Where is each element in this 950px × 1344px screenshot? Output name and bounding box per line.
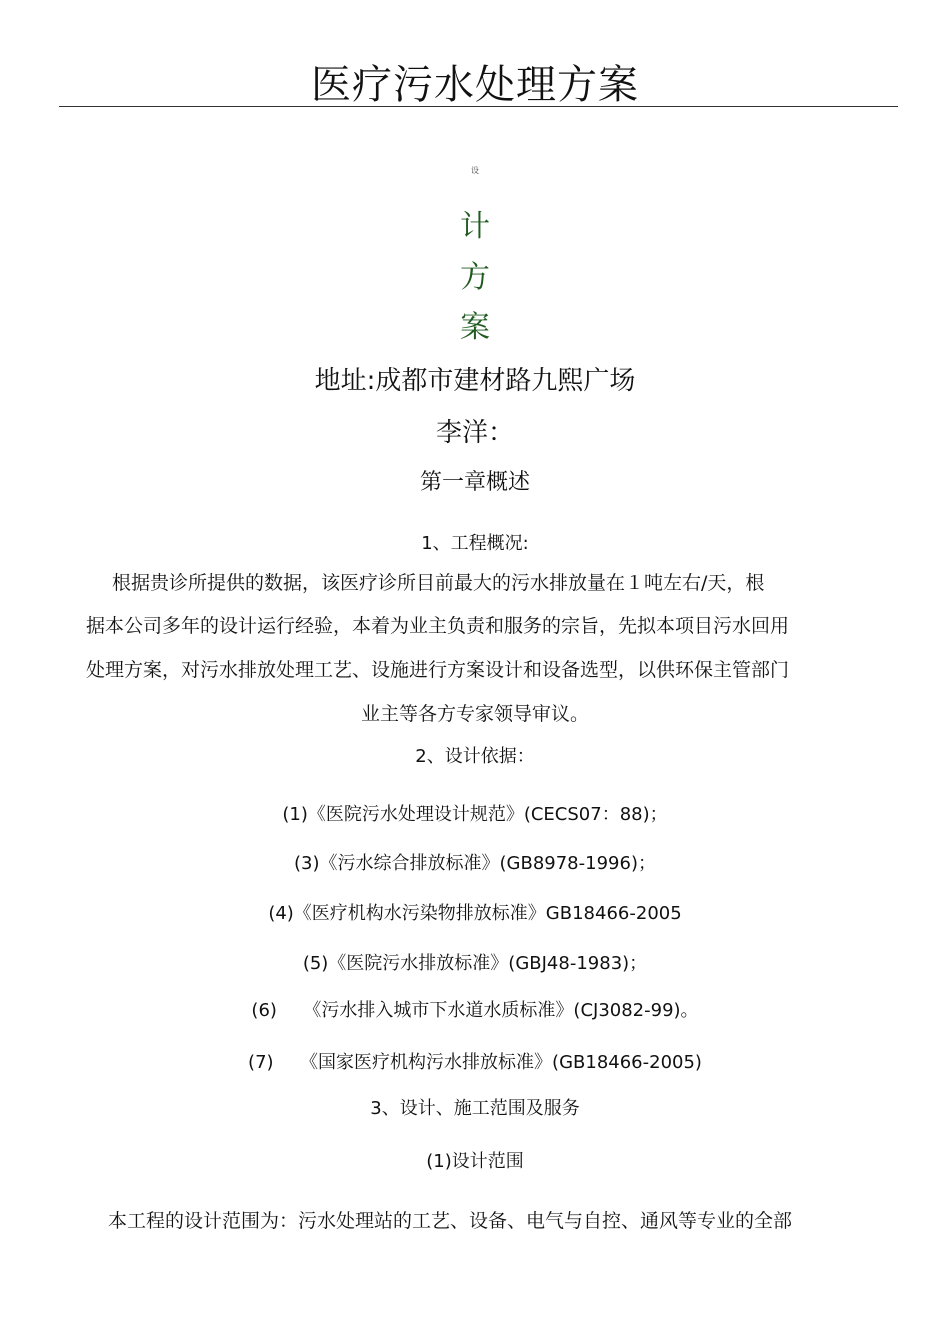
chapter-heading: 第一章概述 (419, 470, 530, 495)
address-line: 地址:成都市建材路九熙广场 (314, 366, 636, 396)
section-heading-scope: 3、设计、施工范围及服务 (370, 1098, 580, 1119)
reference-number: (6) (251, 1000, 277, 1021)
vertical-title-char-1: 计 (460, 209, 490, 244)
reference-item (0, 1049, 950, 1077)
author-line: 李洋： (435, 418, 514, 448)
paragraph-line-2: 据本公司多年的设计运行经验，本着为业主负责和服务的宗旨，先拟本项目污水回用 (86, 615, 790, 637)
reference-item (0, 997, 950, 1025)
vertical-title-char-3: 案 (460, 310, 490, 345)
reference-text: 《污水排入城市下水道水质标准》(CJ3082-99)。 (303, 1000, 699, 1021)
reference-text: 《国家医疗机构污水排放标准》(GB18466-2005) (300, 1052, 702, 1073)
paragraph-line-1: 根据贵诊所提供的数据，该医疗诊所目前最大的污水排放量在１吨左右/天，根 (112, 572, 765, 594)
tiny-mark: 设 (471, 166, 479, 175)
section-heading-overview: 1、工程概况: (421, 533, 529, 554)
reference-number: (7) (248, 1052, 274, 1073)
reference-item: (4)《医疗机构水污染物排放标准》GB18466-2005 (268, 903, 682, 924)
reference-item: (5)《医院污水排放标准》(GBJ48-1983)； (302, 953, 648, 974)
document-title: 医疗污水处理方案 (311, 62, 639, 108)
reference-item: (1)《医院污水处理设计规范》(CECS07：88)； (282, 804, 668, 825)
paragraph-line-4: 业主等各方专家领导审议。 (360, 703, 589, 725)
section-heading-basis: 2、设计依据： (415, 746, 535, 767)
reference-item: (3)《污水综合排放标准》(GB8978-1996)； (294, 853, 656, 874)
vertical-title-char-2: 方 (460, 260, 490, 295)
paragraph-line-scope: 本工程的设计范围为：污水处理站的工艺、设备、电气与自控、通风等专业的全部 (108, 1210, 793, 1232)
subsection-heading: (1)设计范围 (426, 1151, 524, 1172)
title-underline (59, 106, 898, 107)
paragraph-line-3: 处理方案，对污水排放处理工艺、设施进行方案设计和设备选型，以供环保主管部门 (86, 659, 790, 681)
